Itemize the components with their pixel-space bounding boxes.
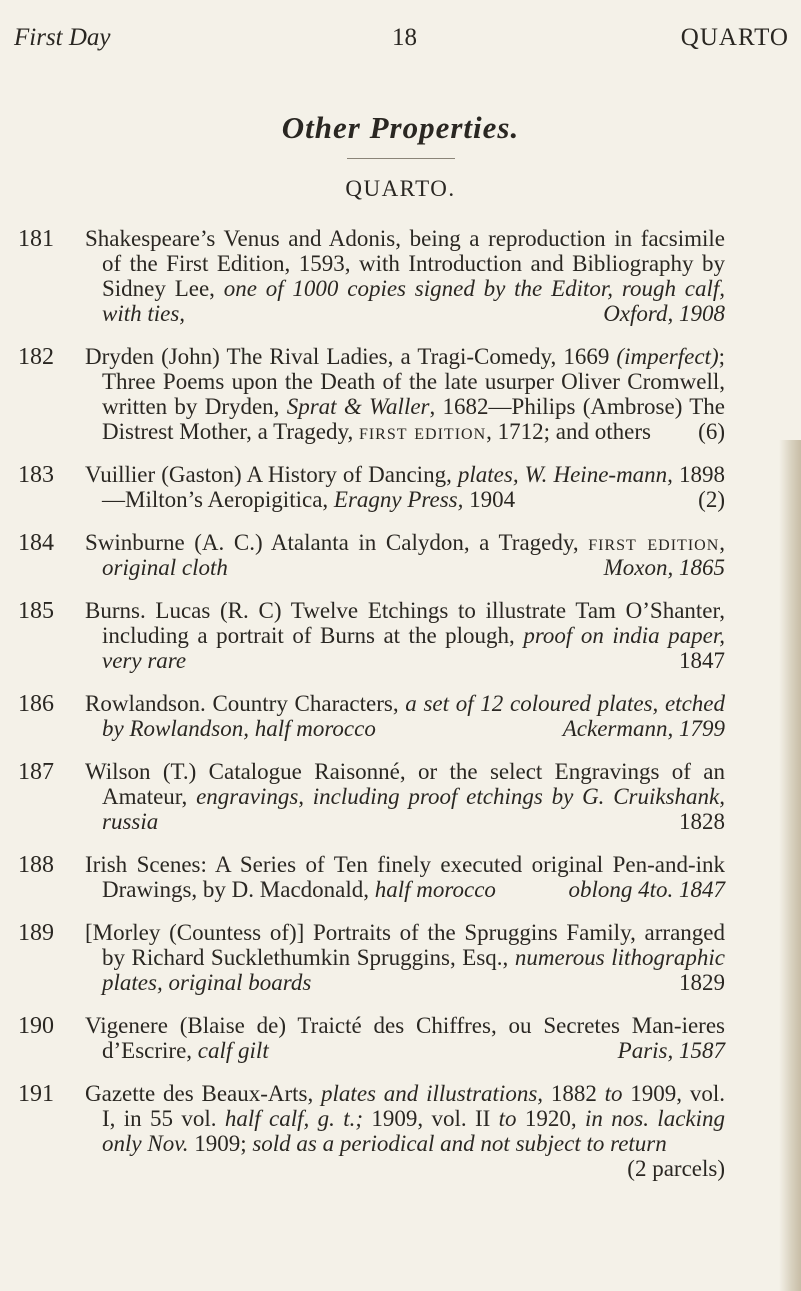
lot-text-run: (2) bbox=[698, 487, 725, 512]
section-title: Other Properties. bbox=[281, 110, 520, 145]
lot-entry bbox=[0, 530, 801, 580]
lot-number: 183 bbox=[18, 462, 54, 488]
lot-entry bbox=[0, 462, 801, 512]
lot-text-run: (imperfect) bbox=[616, 344, 719, 369]
lot-entry bbox=[0, 344, 801, 444]
lot-text-run: calf gilt bbox=[197, 1038, 269, 1063]
lot-text-run: Moxon, 1865 bbox=[603, 555, 725, 580]
lot-text-run: , 1712; and others bbox=[486, 419, 651, 444]
lot-text-run: Gazette des Beaux-Arts, bbox=[85, 1081, 322, 1106]
lot-text-run: ; Three Poems upon the Death of the late usurper Oliver Cromwell, written by Dryden, bbox=[102, 344, 725, 419]
lot-entry bbox=[0, 1081, 801, 1181]
running-head-format: QUARTO bbox=[680, 24, 789, 51]
lot-text-run: 1920, bbox=[516, 1106, 585, 1131]
lot-text-run: 1898—Milton’s Aeropigitica, bbox=[102, 462, 725, 512]
lot-number: 187 bbox=[18, 759, 54, 785]
lot-text-run: 1904 bbox=[463, 487, 516, 512]
lot-entry bbox=[0, 920, 801, 995]
lot-text-run: 1828 bbox=[679, 809, 725, 834]
lot-text-run: Vuillier (Gaston) A History of Dancing, bbox=[85, 462, 458, 487]
lot-entry bbox=[0, 226, 801, 326]
lot-entry bbox=[0, 1013, 801, 1063]
lot-text-run: plates and illustrations, bbox=[321, 1081, 544, 1106]
lot-text-run: , 1682—Philips (Ambrose) The Distrest Mother, a Tragedy, bbox=[102, 394, 725, 444]
lot-text-run: Burns. Lucas (R. C) Twelve Etchings to illustrate Tam O’Shanter, including a portrait of Burns at the plough, bbox=[85, 598, 725, 648]
lot-text-run: Irish Scenes: A Series of Ten finely executed original Pen-and-ink Drawings, by D. Macdonald, bbox=[85, 852, 725, 902]
lot-number: 185 bbox=[18, 598, 54, 624]
lot-description bbox=[85, 691, 725, 741]
lot-text-run: Sprat & Waller bbox=[286, 394, 430, 419]
lot-entry bbox=[0, 598, 801, 673]
lot-text-run: first edition bbox=[358, 419, 487, 444]
lot-text-run: half calf, g. t.; bbox=[224, 1106, 363, 1131]
lot-text-run: Paris, 1587 bbox=[617, 1038, 725, 1063]
lot-text-run: to bbox=[604, 1081, 623, 1106]
lot-number: 184 bbox=[18, 530, 54, 556]
lot-text-run: , bbox=[719, 530, 726, 555]
lot-text-run: Swinburne (A. C.) Atalanta in Calydon, a Tragedy, bbox=[85, 530, 589, 555]
lot-text-run: Ackermann, 1799 bbox=[562, 716, 725, 741]
lot-description bbox=[85, 462, 725, 512]
format-subhead: QUARTO. bbox=[345, 176, 456, 201]
lot-text-run: half morocco bbox=[374, 877, 496, 902]
lot-description bbox=[85, 1013, 725, 1063]
lot-description bbox=[85, 759, 725, 834]
lot-text-run: a set of 12 coloured plates, etched by Rowlandson, half morocco bbox=[102, 691, 725, 741]
lot-text-run: proof on india paper, very rare bbox=[102, 623, 725, 673]
page-number: 18 bbox=[392, 24, 417, 51]
lot-text-run: 1882 bbox=[543, 1081, 605, 1106]
lot-description bbox=[85, 226, 725, 326]
lot-text-run: numerous lithographic plates, original boards bbox=[102, 945, 725, 995]
lot-entry bbox=[0, 852, 801, 902]
lot-text-run: 1909, vol. II bbox=[363, 1106, 499, 1131]
lot-text-run: in nos. lacking only Nov. bbox=[102, 1106, 725, 1156]
running-head bbox=[14, 24, 789, 54]
lot-text-run: one of 1000 copies signed by the Editor, rough calf, with ties, bbox=[102, 276, 725, 326]
running-head-day: First Day bbox=[14, 24, 111, 51]
lot-text-run: Wilson (T.) Catalogue Raisonné, or the select Engravings of an Amateur, bbox=[85, 759, 725, 809]
lot-description bbox=[85, 852, 725, 902]
lot-text-run: oblong 4to. 1847 bbox=[568, 877, 725, 902]
lot-text-run: sold as a periodical and not subject to return bbox=[252, 1131, 667, 1156]
lot-number: 182 bbox=[18, 344, 54, 370]
lot-text-run: [Morley (Countess of)] Portraits of the Spruggins Family, arranged by Richard Sucklethumkin Spruggins, Esq., bbox=[85, 920, 725, 970]
lot-text-run: first edition bbox=[588, 530, 720, 555]
lot-text-run: engravings, including proof etchings by G. Cruikshank, russia bbox=[102, 784, 725, 834]
lot-description bbox=[85, 530, 725, 580]
lot-text-run: Dryden (John) The Rival Ladies, a Tragi-Comedy, 1669 bbox=[85, 344, 617, 369]
lot-number: 189 bbox=[18, 920, 54, 946]
lot-text-run: 1847 bbox=[679, 648, 725, 673]
lot-number: 188 bbox=[18, 852, 54, 878]
lot-text-run: plates, W. Heine-mann, bbox=[457, 462, 673, 487]
lot-text-run: 1829 bbox=[679, 970, 725, 995]
lot-entry bbox=[0, 759, 801, 834]
lot-text-run: (2 parcels) bbox=[627, 1156, 725, 1181]
lot-number: 181 bbox=[18, 226, 54, 252]
lot-description bbox=[85, 344, 725, 444]
title-rule bbox=[347, 158, 455, 159]
lot-text-run: Eragny Press, bbox=[333, 487, 464, 512]
lot-description bbox=[85, 1081, 725, 1181]
lot-number: 190 bbox=[18, 1013, 54, 1039]
lot-text-run: 1909; bbox=[188, 1131, 253, 1156]
lot-text-run: 1909, vol. I, in 55 vol. bbox=[102, 1081, 725, 1131]
lot-text-run: Rowlandson. Country Characters, bbox=[85, 691, 406, 716]
lot-description bbox=[85, 920, 725, 995]
lot-number: 186 bbox=[18, 691, 54, 717]
lot-number: 191 bbox=[18, 1081, 54, 1107]
lot-text-run: (6) bbox=[698, 419, 725, 444]
lot-list bbox=[0, 226, 801, 1181]
lot-text-run: to bbox=[498, 1106, 517, 1131]
lot-text-run: Shakespeare’s Venus and Adonis, being a reproduction in facsimile of the First Edition, 1593, with Introduction and Bibliography by Sidney Lee, bbox=[85, 226, 725, 301]
lot-text-run: Oxford, 1908 bbox=[603, 301, 725, 326]
lot-description bbox=[85, 598, 725, 673]
lot-text-run: original cloth bbox=[102, 555, 228, 580]
lot-entry bbox=[0, 691, 801, 741]
lot-text-run: Vigenere (Blaise de) Traicté des Chiffres, ou Secretes Man-ieres d’Escrire, bbox=[85, 1013, 725, 1063]
